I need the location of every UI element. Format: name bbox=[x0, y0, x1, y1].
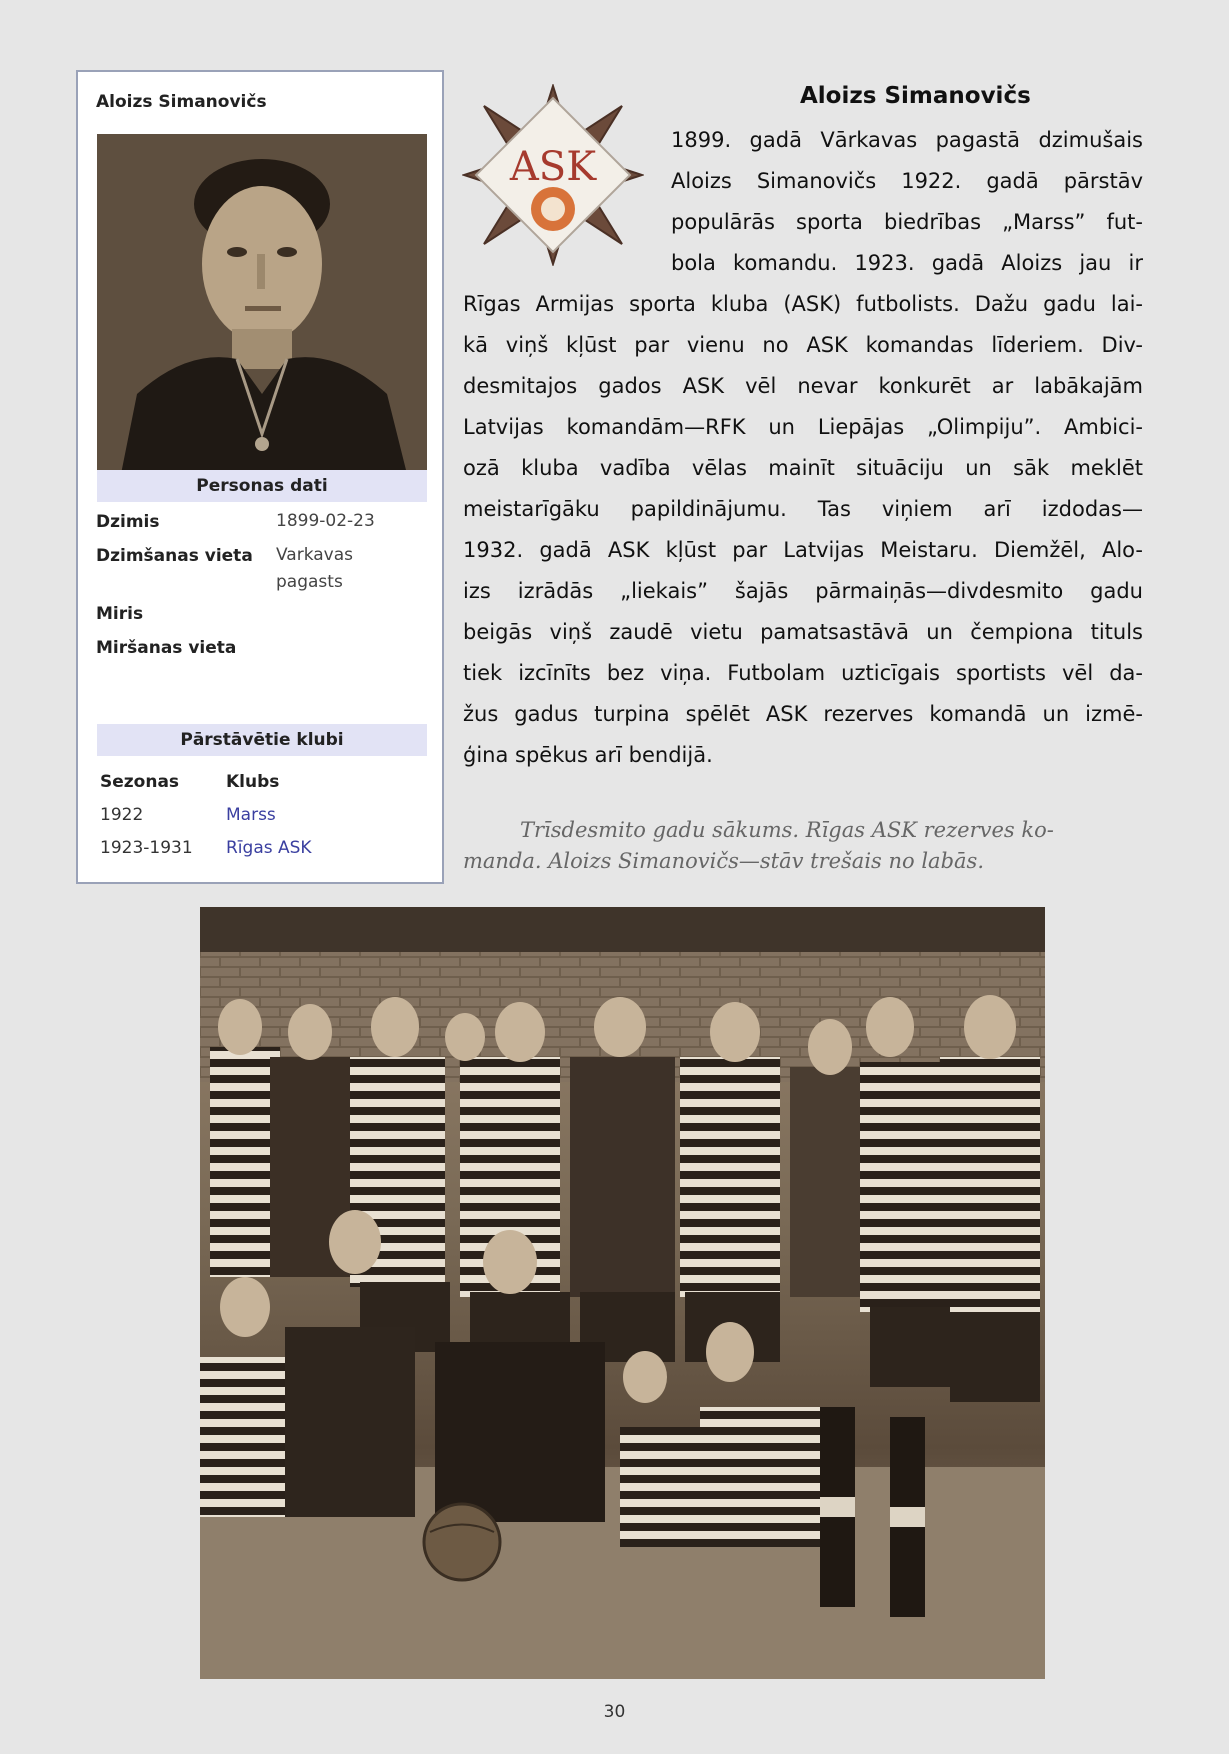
article-line: ģina spēkus arī bendijā. bbox=[463, 743, 713, 767]
infobox bbox=[76, 70, 444, 884]
article-line: meistarīgāku papildinājumu. Tas viņiem arī izdodas— bbox=[463, 497, 1143, 521]
portrait-photo bbox=[97, 134, 427, 494]
born-value: 1899-02-23 bbox=[276, 511, 375, 531]
team-photo bbox=[200, 907, 1045, 1679]
deathplace-label: Miršanas vieta bbox=[96, 638, 237, 658]
article-line: tiek izcīnīts bez viņa. Futbolam uzticīgais sportists vēl da- bbox=[463, 661, 1143, 685]
page-number: 30 bbox=[603, 1702, 626, 1722]
died-label: Miris bbox=[96, 604, 144, 624]
clubs-header-club: Klubs bbox=[226, 772, 280, 792]
birthplace-label: Dzimšanas vieta bbox=[96, 546, 253, 566]
article-line: 1932. gadā ASK kļūst par Latvijas Meistaru. Diemžēl, Alo- bbox=[463, 538, 1143, 562]
emblem-text: ASK bbox=[509, 144, 597, 190]
club-link-marss[interactable]: Marss bbox=[226, 805, 276, 825]
section-personal-data: Personas dati bbox=[97, 470, 427, 502]
section-clubs: Pārstāvētie klubi bbox=[97, 724, 427, 756]
club-link-rigas-ask[interactable]: Rīgas ASK bbox=[226, 838, 312, 858]
article-line: kā viņš kļūst par vienu no ASK komandas līderiem. Div- bbox=[463, 333, 1143, 357]
article-line: Rīgas Armijas sporta kluba (ASK) futbolists. Dažu gadu lai- bbox=[463, 292, 1143, 316]
clubs-row-season: 1923-1931 bbox=[100, 838, 193, 858]
photo-caption-line1: Trīsdesmito gadu sākums. Rīgas ASK rezerves ko- bbox=[520, 818, 1054, 842]
birthplace-value-line2: pagasts bbox=[276, 572, 343, 592]
article-line: ozā kluba vadība vēlas mainīt situāciju un sāk meklēt bbox=[463, 456, 1143, 480]
article-line: Aloizs Simanovičs 1922. gadā pārstāv bbox=[671, 169, 1143, 193]
birthplace-value-line1: Varkavas bbox=[276, 545, 354, 565]
article-line: Latvijas komandām—RFK un Liepājas „Olimpiju”. Ambici- bbox=[463, 415, 1143, 439]
article-line: desmitajos gados ASK vēl nevar konkurēt ar labākajām bbox=[463, 374, 1143, 398]
clubs-row-season: 1922 bbox=[100, 805, 144, 825]
article-line: žus gadus turpina spēlēt ASK rezerves komandā un izmē- bbox=[463, 702, 1143, 726]
photo-caption-line2: manda. Aloizs Simanovičs—stāv trešais no labās. bbox=[463, 849, 984, 873]
article-line: 1899. gadā Vārkavas pagastā dzimušais bbox=[671, 128, 1143, 152]
article-heading: Aloizs Simanovičs bbox=[800, 83, 1031, 109]
article-line: populārās sporta biedrības „Marss” fut- bbox=[671, 210, 1143, 234]
article-line: beigās viņš zaudē vietu pamatsastāvā un čempiona tituls bbox=[463, 620, 1143, 644]
article-line: bola komandu. 1923. gadā Aloizs jau ir bbox=[671, 251, 1143, 275]
ask-emblem bbox=[462, 84, 644, 266]
infobox-title: Aloizs Simanovičs bbox=[96, 92, 267, 112]
article-line: izs izrādās „liekais” šajās pārmaiņās—divdesmito gadu bbox=[463, 579, 1143, 603]
clubs-header-seasons: Sezonas bbox=[100, 772, 180, 792]
born-label: Dzimis bbox=[96, 512, 160, 532]
